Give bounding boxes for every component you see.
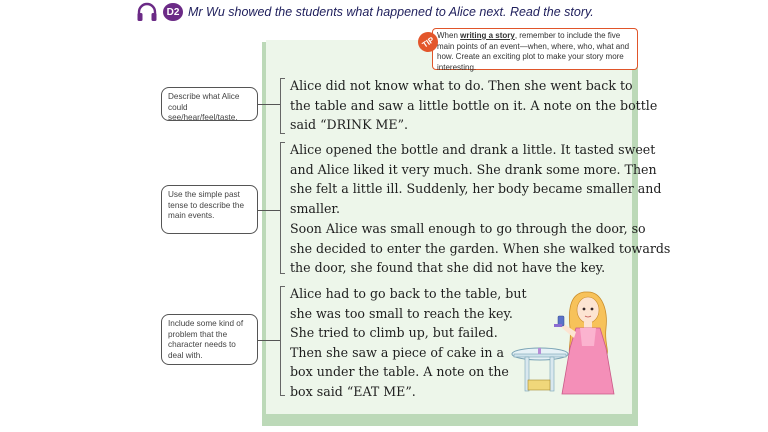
tip-key-phrase: writing a story [460, 31, 515, 40]
bracket-1 [280, 78, 285, 134]
tip-rest: , remember to include the five main points of an event—when, where, who, what and how. Create an exciting plot to make your story more interesting. [437, 31, 630, 72]
story-paragraph-2 [290, 140, 661, 218]
story-line: smaller. [290, 200, 341, 216]
story-line: box under the table. A note on the [290, 364, 509, 380]
alice-illustration [510, 288, 630, 400]
story-line: box said “EAT ME”. [290, 383, 416, 399]
story-line: the door, she found that she did not have the key. [290, 260, 606, 276]
connector-line-1 [258, 104, 280, 105]
story-line: she felt a little ill. Suddenly, her body became smaller and [290, 181, 662, 197]
instruction-text: Mr Wu showed the students what happened to Alice next. Read the story. [188, 5, 594, 19]
story-paragraph-1 [290, 76, 657, 135]
story-line: Soon Alice was small enough to go through the door, so [290, 221, 646, 236]
story-line: Then she saw a piece of cake in a [290, 344, 504, 360]
story-line: and Alice liked it very much. She drank some more. Then [290, 161, 657, 177]
story-line: She tried to climb up, but failed. [290, 325, 498, 341]
bracket-2 [280, 142, 285, 274]
annotation-note-senses: Describe what Alice could see/hear/feel/taste. [161, 87, 258, 121]
alice-figure [554, 292, 614, 394]
story-line: the table and saw a little bottle on it. A note on the bottle [290, 97, 658, 113]
story-line: Alice opened the bottle and drank a little. It tasted sweet [290, 142, 656, 157]
story-line: she was too small to reach the key. [290, 305, 513, 321]
header [0, 0, 768, 26]
story-line: Alice had to go back to the table, but [290, 286, 527, 301]
story-line: she decided to enter the garden. When she walked towards [290, 240, 671, 256]
bracket-3 [280, 286, 285, 396]
story-paragraph-3 [290, 219, 670, 278]
story-line: said “DRINK ME”. [290, 117, 409, 133]
headphone-icon[interactable] [136, 2, 158, 22]
story-paragraph-4 [290, 284, 527, 402]
tip-badge: TIP [414, 28, 442, 56]
tip-prefix: When [437, 31, 461, 40]
table-drawing [512, 348, 568, 391]
story-line: Alice did not know what to do. Then she went back to [290, 78, 633, 93]
annotation-note-problem: Include some kind of problem that the character needs to deal with. [161, 314, 258, 365]
annotation-note-tense: Use the simple past tense to describe the main events. [161, 185, 258, 234]
tip-box [432, 28, 638, 70]
section-badge: D2 [163, 3, 183, 21]
connector-line-2 [258, 210, 280, 211]
connector-line-3 [258, 340, 280, 341]
